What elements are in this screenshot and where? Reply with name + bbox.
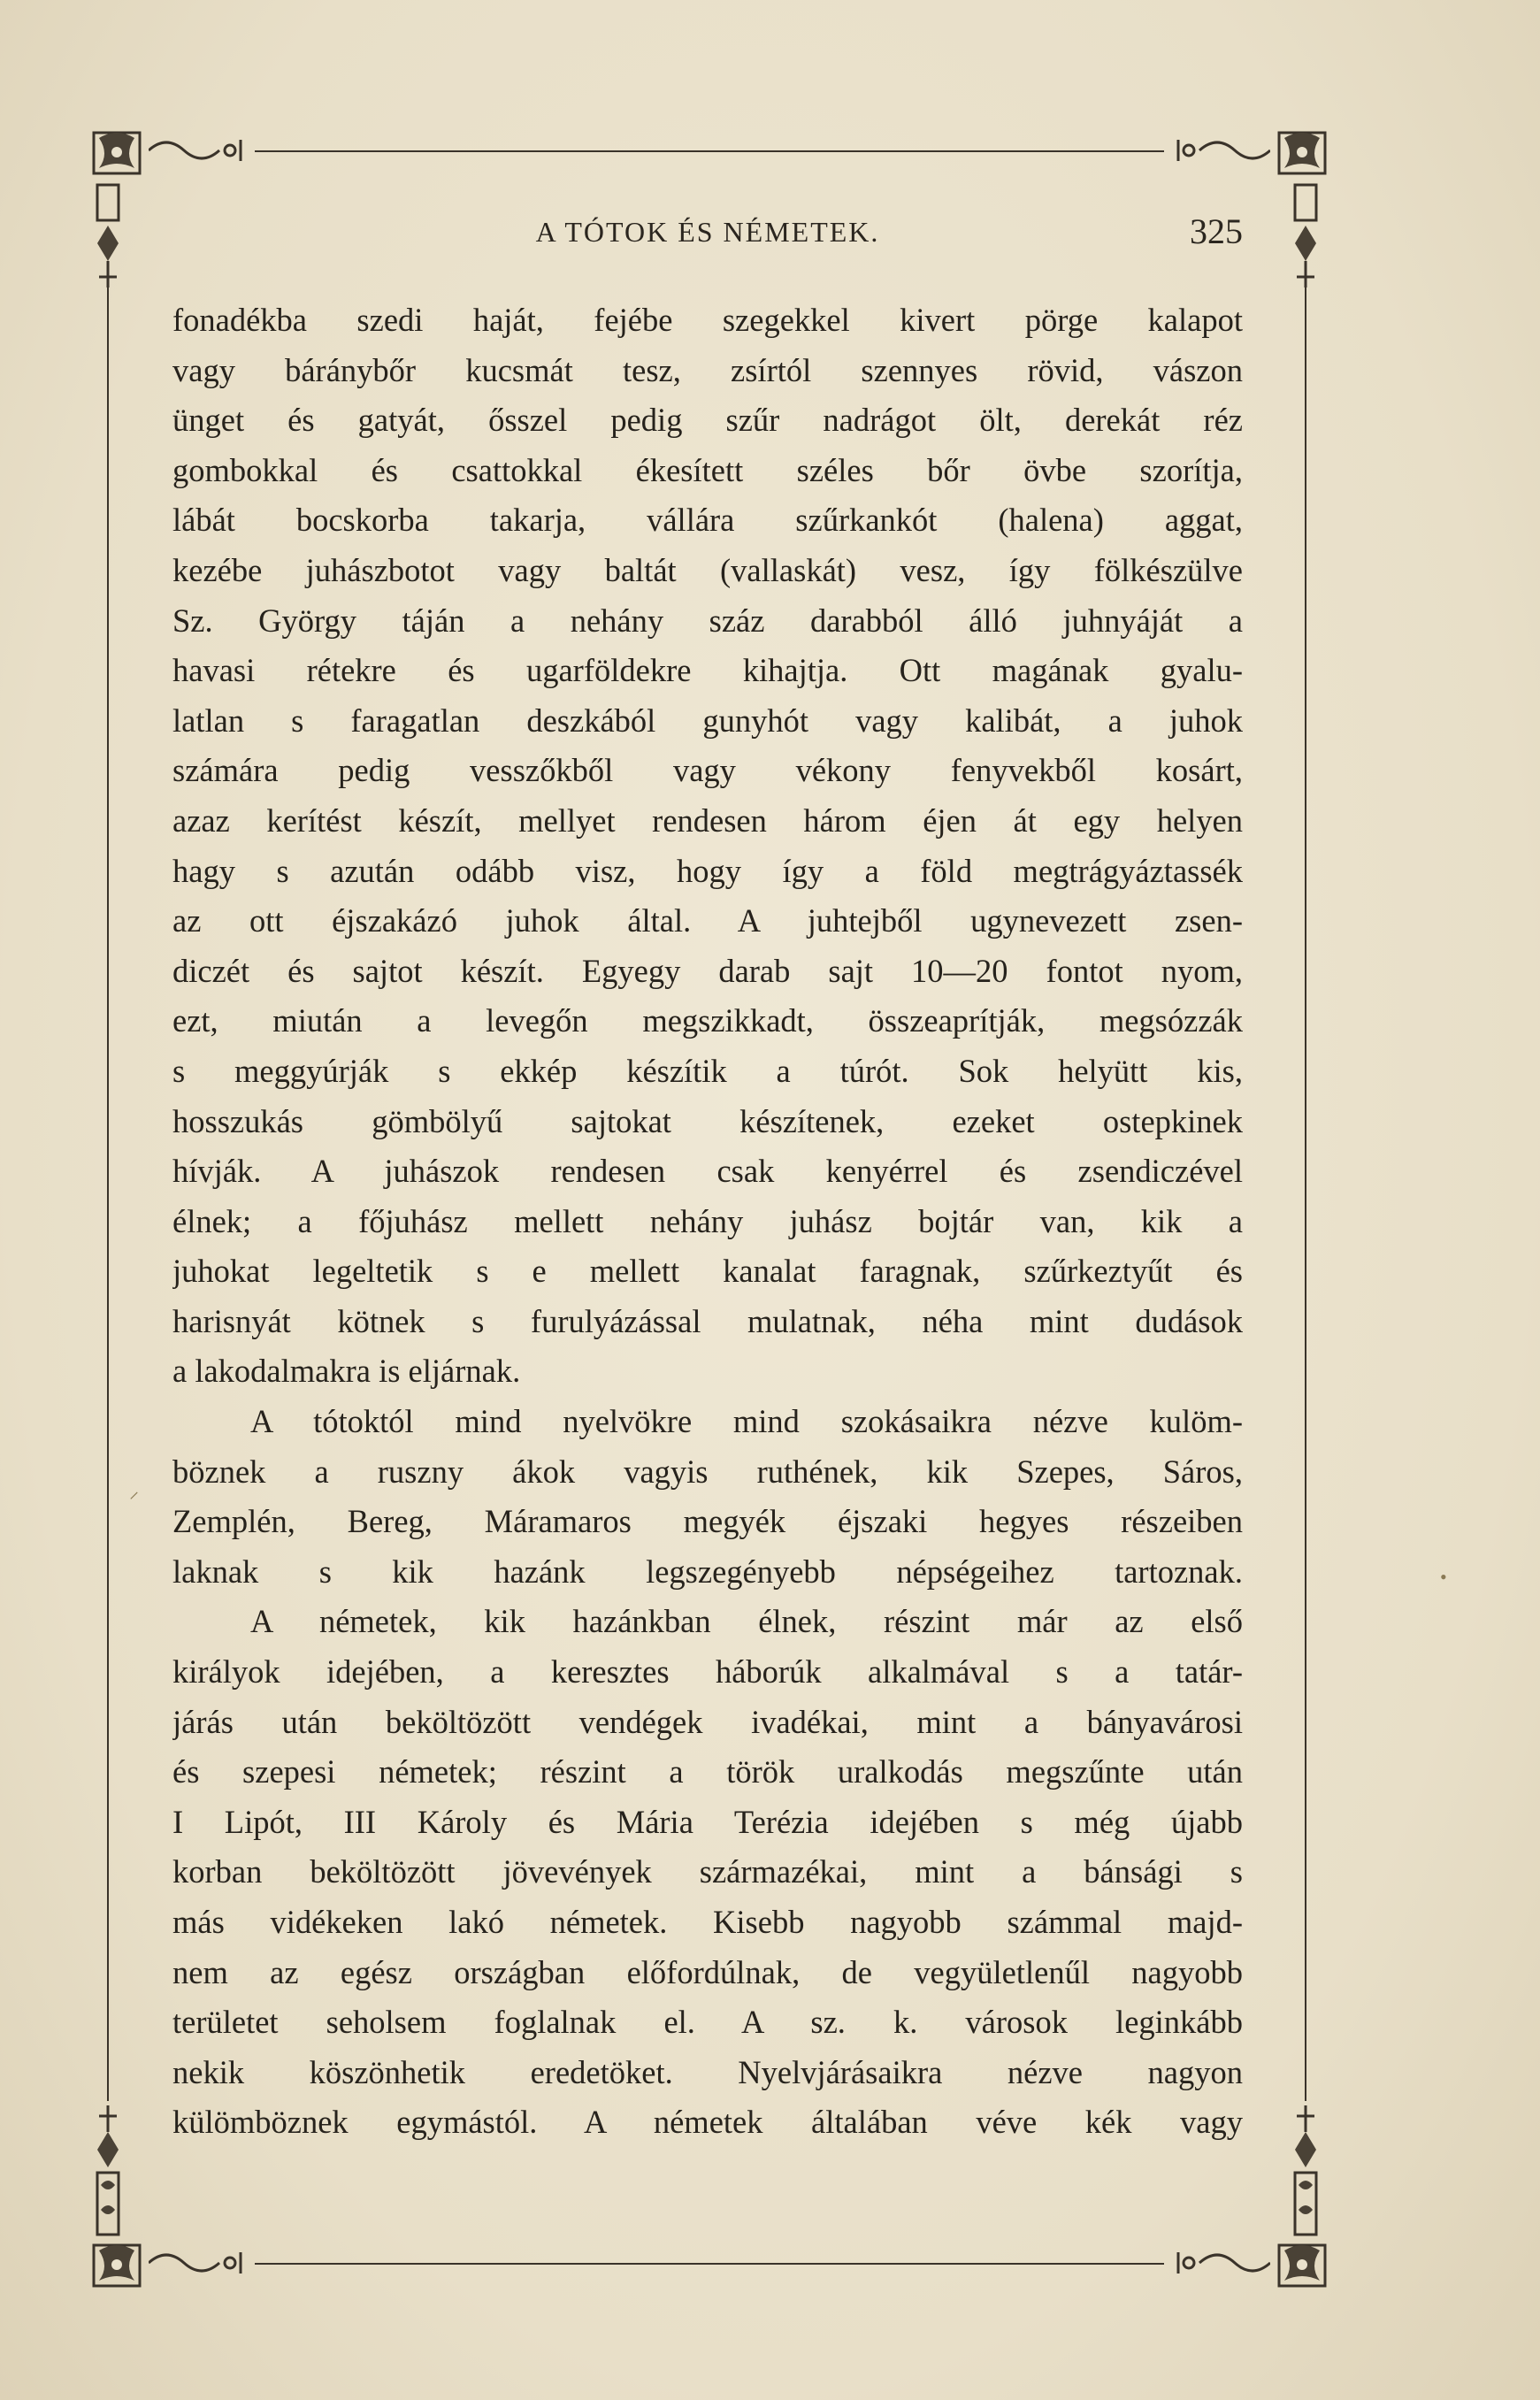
page-number: 325 <box>1190 211 1243 251</box>
text-line: ünget és gatyát, ősszel pedig szűr nadrágot ölt, derekát réz <box>172 402 1243 439</box>
text-line: harisnyát kötnek s furulyázással mulatnak, néha mint dudások <box>172 1302 1243 1339</box>
paragraph-start-line: A németek, kik hazánkban élnek, részint már az első <box>250 1603 1243 1640</box>
text-line: gombokkal és csattokkal ékesített széles bőr övbe szorítja, <box>172 451 1243 488</box>
text-line: azaz kerítést készít, mellyet rendesen három éjen át egy helyen <box>172 801 1243 839</box>
text-line: ezt, miután a levegőn megszikkadt, összeaprítják, megsózzák <box>172 1002 1243 1039</box>
frame-right-rule <box>1305 288 1306 2101</box>
text-line: nekik köszönhetik eredetöket. Nyelvjárásaikra nézve nagyon <box>172 2053 1243 2090</box>
side-ornament-bottom-right <box>1290 2105 1322 2238</box>
text-line: és szepesi németek; részint a török uralkodás megszűnte után <box>172 1753 1243 1790</box>
text-line: élnek; a főjuhász mellett nehány juhász bojtár van, kik a <box>172 1202 1243 1239</box>
running-header <box>172 209 1243 262</box>
text-line: külömböznek egymástól. A németek általában véve kék vagy <box>172 2104 1243 2141</box>
text-line: hosszukás gömbölyű sajtokat készítenek, ezeket ostepkinek <box>172 1102 1243 1139</box>
frame-bottom-rule <box>255 2263 1164 2265</box>
flourish-top-left <box>149 131 255 170</box>
corner-ornament-top-left <box>88 124 145 180</box>
text-line: havasi rétekre és ugarföldekre kihajtja. Ott magának gyalu- <box>172 652 1243 689</box>
text-line: fonadékba szedi haját, fejébe szegekkel kivert pörge kalapot <box>172 302 1243 338</box>
paper-speck: ⸝ <box>129 1480 140 1502</box>
text-line: Zemplén, Bereg, Máramaros megyék éjszaki hegyes részeiben <box>172 1503 1243 1540</box>
side-ornament-top-left <box>92 181 124 288</box>
flourish-top-right <box>1164 131 1270 170</box>
text-line: királyok idejében, a keresztes háborúk alkalmával s a tatár- <box>172 1653 1243 1691</box>
paragraph-end-line: a lakodalmakra is eljárnak. <box>172 1353 521 1390</box>
text-line: hagy s azután odább visz, hogy így a föld megtrágyáztassék <box>172 852 1243 889</box>
text-line: más vidékeken lakó németek. Kisebb nagyobb számmal majd- <box>172 1904 1243 1940</box>
text-line: s meggyúrják s ekkép készítik a túrót. Sok helyütt kis, <box>172 1052 1243 1089</box>
corner-ornament-bottom-right <box>1274 2238 1330 2295</box>
text-line: I Lipót, III Károly és Mária Terézia idejében s még újabb <box>172 1803 1243 1840</box>
frame-left-rule <box>107 288 109 2101</box>
text-line: laknak s kik hazánk legszegényebb népségeihez tartoznak. <box>172 1553 1243 1590</box>
text-line: lábát bocskorba takarja, vállára szűrkankót (halena) aggat, <box>172 502 1243 539</box>
text-line: hívják. A juhászok rendesen csak kenyérrel és zsendiczével <box>172 1153 1243 1190</box>
paper-speck: • <box>1440 1566 1447 1588</box>
corner-ornament-top-right <box>1274 124 1330 180</box>
text-line: juhokat legeltetik s e mellett kanalat faragnak, szűrkeztyűt és <box>172 1253 1243 1290</box>
side-ornament-bottom-left <box>92 2105 124 2238</box>
text-line: az ott éjszakázó juhok által. A juhtejből ugynevezett zsen- <box>172 902 1243 939</box>
side-ornament-top-right <box>1290 181 1322 288</box>
text-line: nem az egész országban előfordúlnak, de vegyületlenűl nagyobb <box>172 1953 1243 1990</box>
text-line: számára pedig vesszőkből vagy vékony fenyvekből kosárt, <box>172 752 1243 789</box>
text-line: járás után beköltözött vendégek ivadékai, mint a bányavárosi <box>172 1703 1243 1740</box>
flourish-bottom-right <box>1164 2243 1270 2282</box>
paragraph-start-line: A tótoktól mind nyelvökre mind szokásaikra nézve kulöm- <box>250 1403 1243 1440</box>
corner-ornament-bottom-left <box>88 2238 145 2295</box>
text-line: latlan s faragatlan deszkából gunyhót vagy kalibát, a juhok <box>172 702 1243 739</box>
text-line: Sz. György táján a nehány száz darabból álló juhnyáját a <box>172 602 1243 639</box>
text-line: területet seholsem foglalnak el. A sz. k. városok leginkább <box>172 2004 1243 2041</box>
frame-top-rule <box>255 150 1164 152</box>
flourish-bottom-left <box>149 2243 255 2282</box>
text-line: böznek a ruszny ákok vagyis ruthének, kik Szepes, Sáros, <box>172 1453 1243 1490</box>
text-line: diczét és sajtot készít. Egyegy darab sajt 10—20 fontot nyom, <box>172 952 1243 989</box>
text-line: vagy báránybőr kucsmát tesz, zsírtól szennyes rövid, vászon <box>172 351 1243 388</box>
body-text <box>172 295 1243 2148</box>
text-line: korban beköltözött jövevények származékai, mint a bánsági s <box>172 1853 1243 1890</box>
text-line: kezébe juhászbotot vagy baltát (vallaskát) vesz, így fölkészülve <box>172 551 1243 588</box>
running-title: A TÓTOK ÉS NÉMETEK. <box>535 216 880 248</box>
